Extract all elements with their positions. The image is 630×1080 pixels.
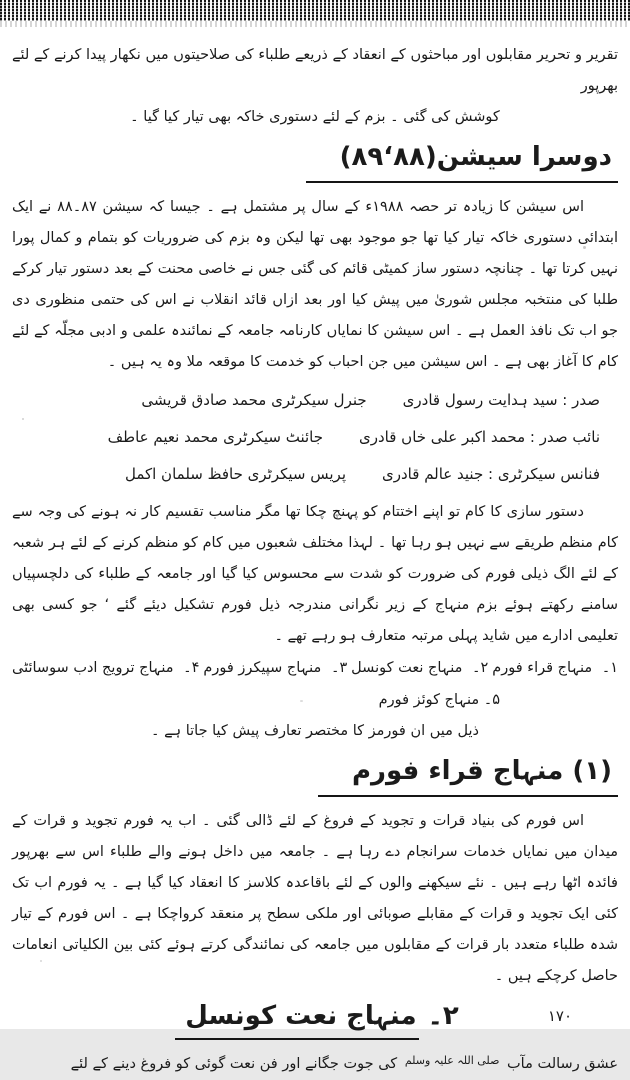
forum-item-number: ۴۔ (183, 660, 200, 676)
forum-item-number: ۳۔ (330, 660, 348, 676)
forums-intro-line: ذیل میں ان فورمز کا مختصر تعارف پیش کیا جاتا ہے ۔ (150, 723, 480, 739)
officer-position: صدر : سید ہدایت رسول قادری (402, 391, 600, 409)
intro-paragraph-line2: کوشش کی گئی ۔ بزم کے لئے دستوری خاکہ بھی تیار کیا گیا ۔ (130, 109, 500, 125)
forums-list-row (12, 652, 618, 684)
page-content (12, 40, 618, 1072)
forum-item-label: منہاج نعت کونسل (351, 660, 463, 676)
forums-paragraph: دستور سازی کا کام تو اپنے اختتام کو پہنچ چکا تھا مگر مناسب تقسیم کار نہ ہونے کی وجہ سے کام منظم طریقے سے نہیں ہو رہا تھا ۔ لہذا مختلف شعبوں میں کام کو منظم کرنے کے لئے ہر شعبہ کے لئے الگ ذیلی فورم کی ضرورت کو شدت سے محسوس کیا گیا اور جامعہ کے طلباء کی دلچسپیاں سامنے رکھتے ہوئے بزم منہاج کے زیر نگرانی مندرجہ ذیل فورم تشکیل دیئے گئے ‘ جو کسی بھی تعلیمی ادارے میں شاید پہلی مرتبہ متعارف ہو رہے تھے ۔ (12, 504, 618, 644)
forum-item-number: ۲۔ (472, 660, 489, 676)
officer-secretary: جائنٹ سیکرٹری محمد نعیم عاطف (107, 428, 323, 446)
section2-heading-text: منہاج نعت کونسل (175, 1001, 418, 1040)
forum-item-label: منہاج قراء فورم (492, 660, 593, 676)
forum-item-label: منہاج ترویج ادب سوسائٹی (12, 660, 174, 676)
forum-list-item (492, 652, 618, 684)
intro-paragraph-line1: تقریر و تحریر مقابلوں اور مباحثوں کے انعقاد کے ذریعے طلباء کی صلاحیتوں میں نکھار پیدا کرنے کے لئے بھرپور (12, 47, 618, 94)
forum-item-number: ۵۔ (483, 692, 500, 708)
forum-list-item (203, 652, 347, 684)
line-post-text: کی جوت جگانے اور فن نعت گوئی کو فروغ دینے کے لئے (70, 1056, 398, 1072)
section2-heading-number: ۲۔ (427, 1001, 459, 1031)
section1-heading: (۱) منہاج قراء فورم (318, 754, 618, 797)
session-heading-row (12, 140, 618, 183)
officer-row (12, 382, 600, 419)
forum-list-item (351, 652, 488, 684)
officer-row (12, 419, 600, 456)
officer-position: نائب صدر : محمد اکبر علی خاں قادری (359, 428, 600, 446)
section1-heading-row (12, 754, 618, 797)
scan-halftone-band (0, 0, 630, 21)
office-bearers-list (12, 382, 600, 493)
page-number: ۱۷۰ (547, 1007, 572, 1025)
section2-heading-row (12, 999, 618, 1036)
forum-item-label: منہاج کوئز فورم (378, 692, 480, 708)
forum-item-number: ۱۔ (601, 660, 618, 676)
forum-list-item (12, 684, 500, 716)
forum-list-item (12, 652, 199, 684)
section1-paragraph: اس فورم کی بنیاد قرات و تجوید کے فروغ کے لئے ڈالی گئی ۔ اب یہ فورم تجوید و قرات کے میدان میں نمایاں خدمات سرانجام دے رہا ہے ۔ جامعہ میں داخل ہونے والے طلباء اس سے بھرپور فائدہ اٹھا رہے ہیں ۔ نئے سیکھنے والوں کے لئے باقاعدہ کلاسز کا انعقاد کیا گیا ہے ۔ یہ فورم اب تک کئی ایک تجوید و قرات کے مقابلے صوبائی اور ملکی سطح پر منعقد کرواچکا ہے ۔ اس فورم کے تیار شدہ طلباء متعدد بار قرات کے مقابلوں میں جامعہ کی نمائندگی کرتے ہوئے کئی بین الکلیاتی انعامات حاصل کرچکے ہیں ۔ (12, 813, 618, 984)
section2-heading (169, 999, 461, 1033)
session-heading: دوسرا سیشن(۸۸‘۸۹) (306, 140, 618, 183)
officer-secretary: پریس سیکرٹری حافظ سلمان اکمل (124, 465, 347, 483)
line-pre-text: عشق رسالت مآب (507, 1056, 618, 1072)
scan-halftone-fade (0, 21, 630, 27)
session-paragraph: اس سیشن کا زیادہ تر حصہ ۱۹۸۸ء کے سال پر مشتمل ہے ۔ جیسا کہ سیشن ۸۷۔۸۸ نے ایک ابتدائی دستوری خاکہ تیار کیا تھا جو موجود بھی تھا لیکن وہ بزم کی ضروریات کو بتمام و کمال پورا نہیں کرتا تھا ۔ چنانچہ دستور ساز کمیٹی قائم کی گئی جس نے خاصی محنت کے بعد دستور تیار کرکے طلبا کی منتخبہ مجلس شوریٰ میں پیش کیا اور بعد ازاں قائد انقلاب نے اس کی حتمی منظوری دی جو اب تک نافذ العمل ہے ۔ اس سیشن کا نمایاں کارنامہ جامعہ کے نمائندہ علمی و ادبی مجلّہ کے لئے کام کا آغاز بھی ہے ۔ اس سیشن میں جن احباب کو خدمت کا موقعہ ملا وہ یہ ہیں ۔ (12, 199, 618, 370)
honorific-text: صلی اللہ علیہ وسلم (404, 1054, 500, 1067)
forum-item-label: منہاج سپیکرز فورم (203, 660, 322, 676)
section2-opening-line (12, 1045, 618, 1080)
officer-secretary: جنرل سیکرٹری محمد صادق قریشی (141, 391, 367, 409)
officer-position: فنانس سیکرٹری : جنید عالم قادری (382, 465, 600, 483)
officer-row (12, 456, 600, 493)
